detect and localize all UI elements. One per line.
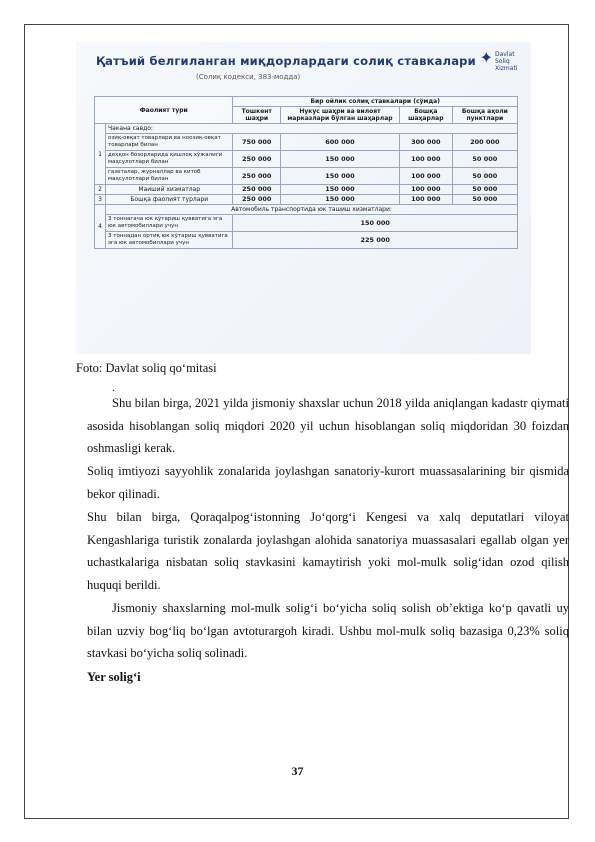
rate-cell: 150 000 xyxy=(281,168,400,185)
col-other-points: Бошқа аҳоли пунктлари xyxy=(452,107,517,124)
rates-table xyxy=(94,96,518,249)
row-number: 1 xyxy=(95,124,106,185)
row-label: Маиший хизматлар xyxy=(106,185,233,195)
header-activity: Фаолият тури xyxy=(95,97,233,124)
rate-cell: 200 000 xyxy=(452,134,517,151)
row-number: 4 xyxy=(95,205,106,249)
rate-cell: 100 000 xyxy=(399,195,452,205)
paragraph-2: Soliq imtiyozi sayyohlik zonalarida joylashgan sanatoriy-kurort muassasalarining bir qismida bekor qilinadi. xyxy=(87,464,569,501)
rate-cell: 100 000 xyxy=(399,168,452,185)
rate-cell: 100 000 xyxy=(399,185,452,195)
rate-cell: 250 000 xyxy=(233,185,281,195)
figure-title: Қатъий белгиланган миқдорлардаги солиқ ставкалари xyxy=(96,54,476,68)
row-label: Чакана савдо: xyxy=(106,124,518,134)
row-label: деҳқон бозорларида қишлоқ хўжалиги маҳсулотлари билан xyxy=(106,151,233,168)
col-tashkent: Тошкент шаҳри xyxy=(233,107,281,124)
rate-cell: 50 000 xyxy=(452,195,517,205)
rate-cell: 225 000 xyxy=(233,232,518,249)
section-heading: Yer solig‘i xyxy=(87,670,141,684)
dot-mark: . xyxy=(112,380,115,394)
col-nukus: Нукус шаҳри ва вилоят марказлари бўлган шаҳарлар xyxy=(281,107,400,124)
page-number: 37 xyxy=(291,764,304,778)
rate-cell: 250 000 xyxy=(233,195,281,205)
row-label: Бошқа фаолият турлари xyxy=(106,195,233,205)
rate-cell: 50 000 xyxy=(452,185,517,195)
paragraph-1: Shu bilan birga, 2021 yilda jismoniy shaxslar uchun 2018 yilda aniqlangan kadastr qiymati asosida hisoblangan soliq miqdori 2020 yil uchun hisoblangan soliq miqdoridan 30 foizdan oshmasligi kerak. xyxy=(87,396,569,456)
rate-cell: 300 000 xyxy=(399,134,452,151)
rate-cell: 50 000 xyxy=(452,151,517,168)
figure-subtitle: (Солиқ кодекси, 383-модда) xyxy=(196,73,301,81)
logo-text: Davlat Soliq Xizmati xyxy=(495,51,518,72)
rate-cell: 600 000 xyxy=(281,134,400,151)
rate-cell: 150 000 xyxy=(281,195,400,205)
paragraph-3: Shu bilan birga, Qoraqalpog‘istonning Jo‘qorg‘i Kengesi va xalq deputatlari viloyat Kengashlariga turistik zonalarda joylashgan alohida sanatoriya muassasalari egallab olgan yer uchastkalariga nisbatan soliq stavkasini kamaytirish yoki mol-mulk solig‘idan ozod qilish huquqi berildi. xyxy=(87,510,569,592)
row-label: 3 тоннадан ортиқ юк кўтариш қувватига эга юк автомобиллари учун xyxy=(106,232,233,249)
rate-cell: 150 000 xyxy=(281,185,400,195)
col-other-cities: Бошқа шаҳарлар xyxy=(399,107,452,124)
rate-cell: 100 000 xyxy=(399,151,452,168)
header-rates: Бир ойлик солиқ ставкалари (сўмда) xyxy=(233,97,518,107)
rate-cell: 250 000 xyxy=(233,151,281,168)
rate-cell: 50 000 xyxy=(452,168,517,185)
row-label: Автомобиль транспортида юк ташиш хизматлари: xyxy=(106,205,518,215)
row-label: 3 тоннагача юк кўтариш қувватига эга юк автомобиллари учун xyxy=(106,215,233,232)
row-number: 3 xyxy=(95,195,106,205)
row-label: газеталар, журналлар ва китоб маҳсулотлари билан xyxy=(106,168,233,185)
rate-cell: 150 000 xyxy=(281,151,400,168)
photo-caption: Foto: Davlat soliq qo‘mitasi xyxy=(76,361,217,375)
row-label: озиқ-овқат товарлари ва ноозиқ-овқат товарлари билан xyxy=(106,134,233,151)
eagle-logo-icon: ✦ xyxy=(479,50,493,67)
paragraph-4: Jismoniy shaxslarning mol-mulk solig‘i bo‘yicha soliq solish ob’ektiga ko‘p qavatli uy bilan uzviy bog‘liq bo‘lgan avtoturargoh kiradi. Ushbu mol-mulk soliq bazasiga 0,23% soliq stavkasi bo‘yicha soliq solinadi. xyxy=(87,601,569,661)
tax-rates-figure xyxy=(76,42,531,354)
rate-cell: 750 000 xyxy=(233,134,281,151)
rate-cell: 250 000 xyxy=(233,168,281,185)
rate-cell: 150 000 xyxy=(233,215,518,232)
row-number: 2 xyxy=(95,185,106,195)
